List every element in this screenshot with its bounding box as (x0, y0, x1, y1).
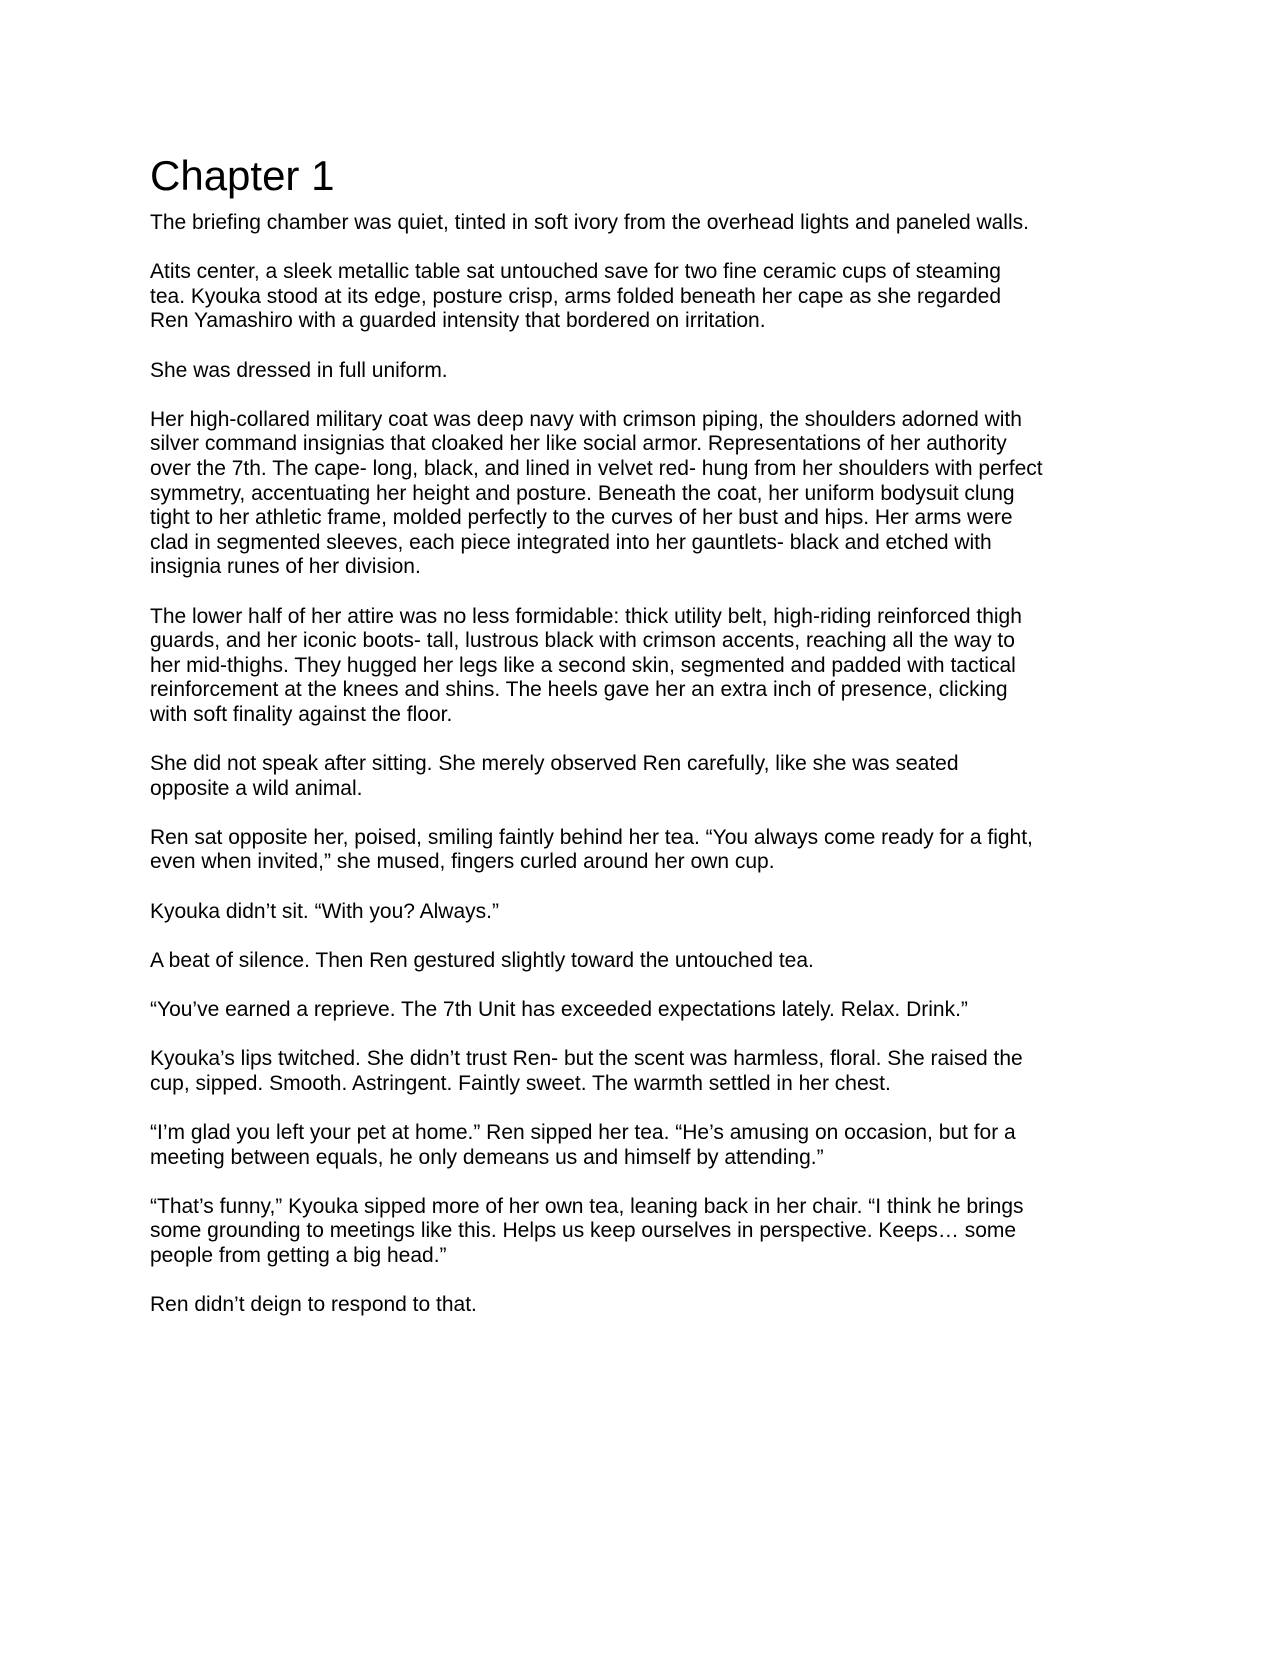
paragraph (150, 1293, 1043, 1318)
chapter-title: Chapter 1 (150, 152, 335, 199)
text-line: She was dressed in full uniform. (150, 358, 448, 382)
paragraph (150, 752, 1043, 801)
text-line: opposite a wild animal. (150, 776, 363, 800)
chapter-body (150, 211, 1043, 1342)
text-line: Her high-collared military coat was deep navy with crimson piping, the shoulders adorned with (150, 407, 1022, 431)
text-line: tight to her athletic frame, molded perfectly to the curves of her bust and hips. Her arms were (150, 506, 1013, 530)
text-line: cup, sipped. Smooth. Astringent. Faintly sweet. The warmth settled in her chest. (150, 1071, 891, 1095)
text-line: people from getting a big head.” (150, 1243, 447, 1267)
text-line: insignia runes of her division. (150, 555, 421, 579)
text-line: A beat of silence. Then Ren gestured slightly toward the untouched tea. (150, 948, 814, 972)
text-line: Ren didn’t deign to respond to that. (150, 1293, 477, 1317)
text-line: “That’s funny,” Kyouka sipped more of her own tea, leaning back in her chair. “I think he brings (150, 1194, 1024, 1218)
text-line: Ren sat opposite her, poised, smiling faintly behind her tea. “You always come ready for a fight, (150, 825, 1033, 849)
text-line: symmetry, accentuating her height and posture. Beneath the coat, her uniform bodysuit clung (150, 481, 1015, 505)
text-line: clad in segmented sleeves, each piece integrated into her gauntlets- black and etched with (150, 530, 992, 554)
text-line: reinforcement at the knees and shins. The heels gave her an extra inch of presence, clicking (150, 678, 1008, 702)
paragraph (150, 998, 1043, 1023)
text-line: The briefing chamber was quiet, tinted in soft ivory from the overhead lights and paneled walls. (150, 211, 1029, 234)
text-line: “I’m glad you left your pet at home.” Ren sipped her tea. “He’s amusing on occasion, but for a (150, 1120, 1016, 1144)
text-line: silver command insignias that cloaked her like social armor. Representations of her authority (150, 432, 1007, 456)
text-line: guards, and her iconic boots- tall, lustrous black with crimson accents, reaching all the way to (150, 629, 1015, 653)
paragraph (150, 1121, 1043, 1170)
text-line: even when invited,” she mused, fingers curled around her own cup. (150, 850, 775, 874)
text-line: She did not speak after sitting. She merely observed Ren carefully, like she was seated (150, 752, 959, 776)
paragraph (150, 900, 1043, 925)
text-line: her mid-thighs. They hugged her legs like a second skin, segmented and padded with tactical (150, 653, 1016, 677)
paragraph (150, 359, 1043, 384)
paragraph (150, 260, 1043, 334)
text-line: tea. Kyouka stood at its edge, posture crisp, arms folded beneath her cape as she regarded (150, 284, 1002, 308)
paragraph (150, 211, 1043, 236)
paragraph (150, 949, 1043, 974)
text-line: over the 7th. The cape- long, black, and lined in velvet red- hung from her shoulders with perfect (150, 456, 1043, 480)
text-line: Atits center, a sleek metallic table sat untouched save for two fine ceramic cups of steaming (150, 260, 1001, 284)
paragraph (150, 1195, 1043, 1269)
text-line: with soft finality against the floor. (150, 702, 453, 726)
paragraph (150, 826, 1043, 875)
text-line: Kyouka’s lips twitched. She didn’t trust Ren- but the scent was harmless, floral. She raised the (150, 1047, 1023, 1071)
text-line: some grounding to meetings like this. Helps us keep ourselves in perspective. Keeps… some (150, 1219, 1017, 1243)
text-line: The lower half of her attire was no less formidable: thick utility belt, high-riding reinforced thigh (150, 604, 1022, 628)
paragraph (150, 605, 1043, 728)
text-line: Kyouka didn’t sit. “With you? Always.” (150, 899, 499, 923)
paragraph (150, 408, 1043, 580)
text-line: Ren Yamashiro with a guarded intensity that bordered on irritation. (150, 309, 766, 333)
paragraph (150, 1047, 1043, 1096)
text-line: meeting between equals, he only demeans us and himself by attending.” (150, 1145, 824, 1169)
text-line: “You’ve earned a reprieve. The 7th Unit has exceeded expectations lately. Relax. Drink.” (150, 998, 968, 1021)
